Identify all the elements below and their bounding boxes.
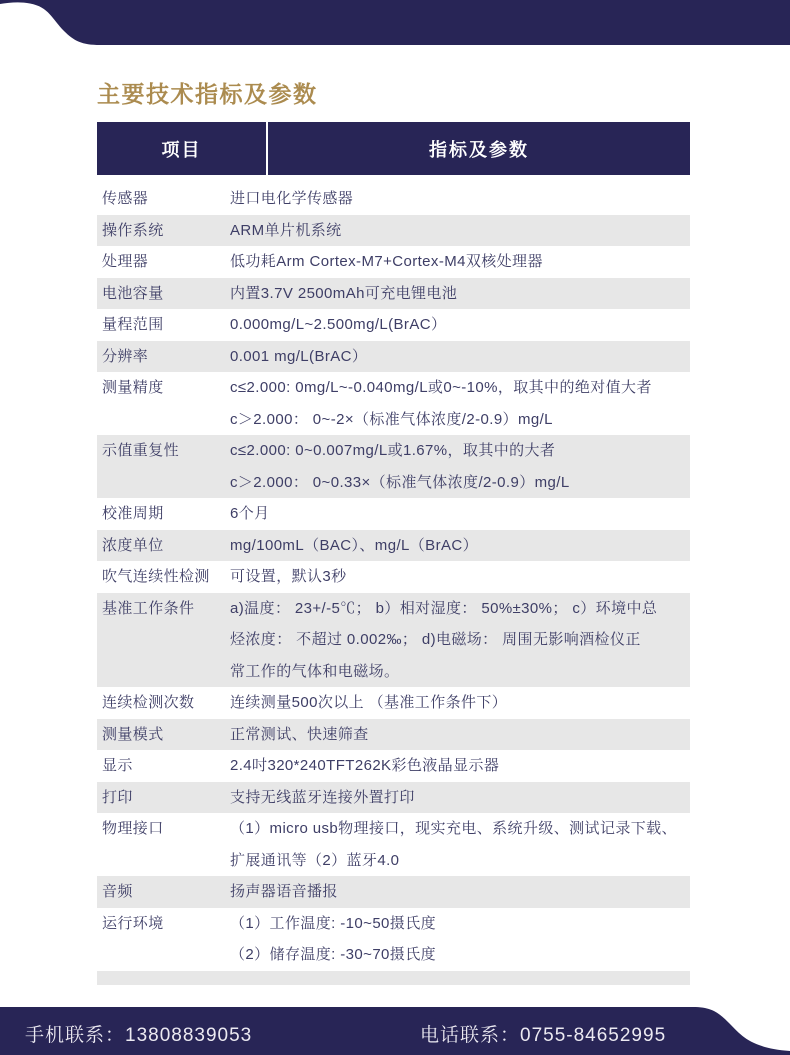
spec-name-cell: 连续检测次数 xyxy=(102,694,195,711)
spec-value-line: （1）工作温度: -10~50摄氏度 xyxy=(230,914,437,932)
spec-value-cell xyxy=(230,183,690,215)
mobile-contact: 手机联系：13808839053 xyxy=(25,1025,253,1046)
spec-value-line: 正常测试、快速筛查 xyxy=(230,725,369,743)
spec-name-cell: 电池容量 xyxy=(102,284,164,302)
spec-name-cell: 量程范围 xyxy=(102,316,164,333)
spec-value-cell xyxy=(230,750,690,782)
spec-value-cell xyxy=(230,908,690,971)
spec-value-line: 烃浓度： 不超过 0.002‰； d)电磁场： 周围无影响酒检仪正 xyxy=(230,631,641,648)
table-row xyxy=(97,782,690,814)
spec-value-cell xyxy=(230,498,690,530)
spec-value-cell xyxy=(230,813,690,876)
spec-value-line: 常工作的气体和电磁场。 xyxy=(230,662,400,680)
table-header-row xyxy=(97,122,690,175)
spec-value-line: 进口电化学传感器 xyxy=(230,190,354,207)
spec-value-cell xyxy=(230,309,690,341)
spec-name-cell: 吹气连续性检测 xyxy=(102,568,210,585)
table-row xyxy=(97,246,690,278)
table-row xyxy=(97,341,690,373)
spec-name-cell: 浓度单位 xyxy=(102,536,164,554)
spec-name-cell: 处理器 xyxy=(102,253,149,270)
spec-name-cell: 分辨率 xyxy=(102,347,149,365)
spec-value-cell xyxy=(230,215,690,247)
spec-value-cell xyxy=(230,687,690,719)
spec-value-cell xyxy=(230,372,690,435)
table-row xyxy=(97,908,690,971)
table-row xyxy=(97,813,690,876)
spec-name-cell: 传感器 xyxy=(102,190,149,207)
page-title: 主要技术指标及参数 xyxy=(97,81,318,107)
table-row xyxy=(97,372,690,435)
table-row xyxy=(97,183,690,215)
spec-value-line: c＞2.000： 0~-2×（标准气体浓度/2-0.9）mg/L xyxy=(230,410,553,428)
spec-value-cell xyxy=(230,561,690,593)
spec-value-cell xyxy=(230,246,690,278)
spec-value-line: ARM单片机系统 xyxy=(230,221,342,239)
column-header-value: 指标及参数 xyxy=(429,139,529,160)
table-row xyxy=(97,435,690,498)
spec-value-cell xyxy=(230,341,690,373)
table-row xyxy=(97,215,690,247)
spec-value-cell xyxy=(230,530,690,562)
spec-name-cell xyxy=(97,971,230,985)
spec-name-cell: 打印 xyxy=(102,788,133,806)
table-row xyxy=(97,278,690,310)
table-row xyxy=(97,309,690,341)
spec-value-line: 扩展通讯等（2）蓝牙4.0 xyxy=(230,851,400,869)
spec-value-line: 0.000mg/L~2.500mg/L(BrAC） xyxy=(230,316,447,333)
table-row xyxy=(97,719,690,751)
table-row xyxy=(97,561,690,593)
spec-value-cell xyxy=(230,971,690,985)
column-header-item: 项目 xyxy=(161,139,202,160)
spec-value-line: c≤2.000: 0~0.007mg/L或1.67%，取其中的大者 xyxy=(230,442,556,459)
spec-value-line: （2）储存温度: -30~70摄氏度 xyxy=(230,946,437,963)
spec-value-cell xyxy=(230,782,690,814)
table-row xyxy=(97,971,690,985)
spec-name-cell: 校准周期 xyxy=(102,505,164,522)
spec-value-line: mg/100mL（BAC）、mg/L（BrAC） xyxy=(230,536,478,554)
spec-name-cell: 运行环境 xyxy=(102,914,164,932)
spec-value-line: c＞2.000： 0~0.33×（标准气体浓度/2-0.9）mg/L xyxy=(230,473,570,491)
spec-value-line: 可设置，默认3秒 xyxy=(230,568,347,585)
spec-value-cell xyxy=(230,593,690,688)
spec-name-cell: 物理接口 xyxy=(102,820,164,837)
table-row xyxy=(97,498,690,530)
spec-value-line: 扬声器语音播报 xyxy=(230,883,338,900)
spec-name-cell: 操作系统 xyxy=(102,221,164,239)
spec-value-cell xyxy=(230,278,690,310)
spec-value-line: c≤2.000: 0mg/L~-0.040mg/L或0~-10%，取其中的绝对值大者 xyxy=(230,379,652,396)
spec-name-cell: 测量模式 xyxy=(102,725,164,743)
spec-value-line: 支持无线蓝牙连接外置打印 xyxy=(230,788,415,806)
spec-table xyxy=(97,122,690,985)
table-row xyxy=(97,876,690,908)
phone-contact: 电话联系：0755-84652995 xyxy=(420,1025,667,1046)
spec-value-line: （1）micro usb物理接口，现实充电、系统升级、测试记录下载、 xyxy=(230,820,677,837)
spec-name-cell: 基准工作条件 xyxy=(102,599,195,617)
spec-name-cell: 示值重复性 xyxy=(102,442,180,459)
spec-name-cell: 显示 xyxy=(102,757,133,774)
top-banner-shape xyxy=(0,0,790,46)
table-row xyxy=(97,750,690,782)
spec-value-line: 内置3.7V 2500mAh可充电锂电池 xyxy=(230,284,458,302)
table-row xyxy=(97,530,690,562)
spec-value-line: a)温度： 23+/-5℃； b）相对湿度： 50%±30%； c）环境中总 xyxy=(230,599,658,617)
spec-value-line: 0.001 mg/L(BrAC） xyxy=(230,347,368,365)
spec-value-line: 连续测量500次以上 （基准工作条件下） xyxy=(230,694,508,711)
spec-value-cell xyxy=(230,435,690,498)
table-body xyxy=(97,183,690,985)
spec-name-cell: 测量精度 xyxy=(102,379,164,396)
spec-value-cell xyxy=(230,876,690,908)
spec-value-line: 6个月 xyxy=(230,505,270,522)
spec-value-line: 2.4吋320*240TFT262K彩色液晶显示器 xyxy=(230,757,500,774)
table-row xyxy=(97,593,690,688)
spec-name-cell: 音频 xyxy=(102,883,133,900)
spec-value-cell xyxy=(230,719,690,751)
spec-value-line: 低功耗Arm Cortex-M7+Cortex-M4双核处理器 xyxy=(230,253,543,270)
table-row xyxy=(97,687,690,719)
